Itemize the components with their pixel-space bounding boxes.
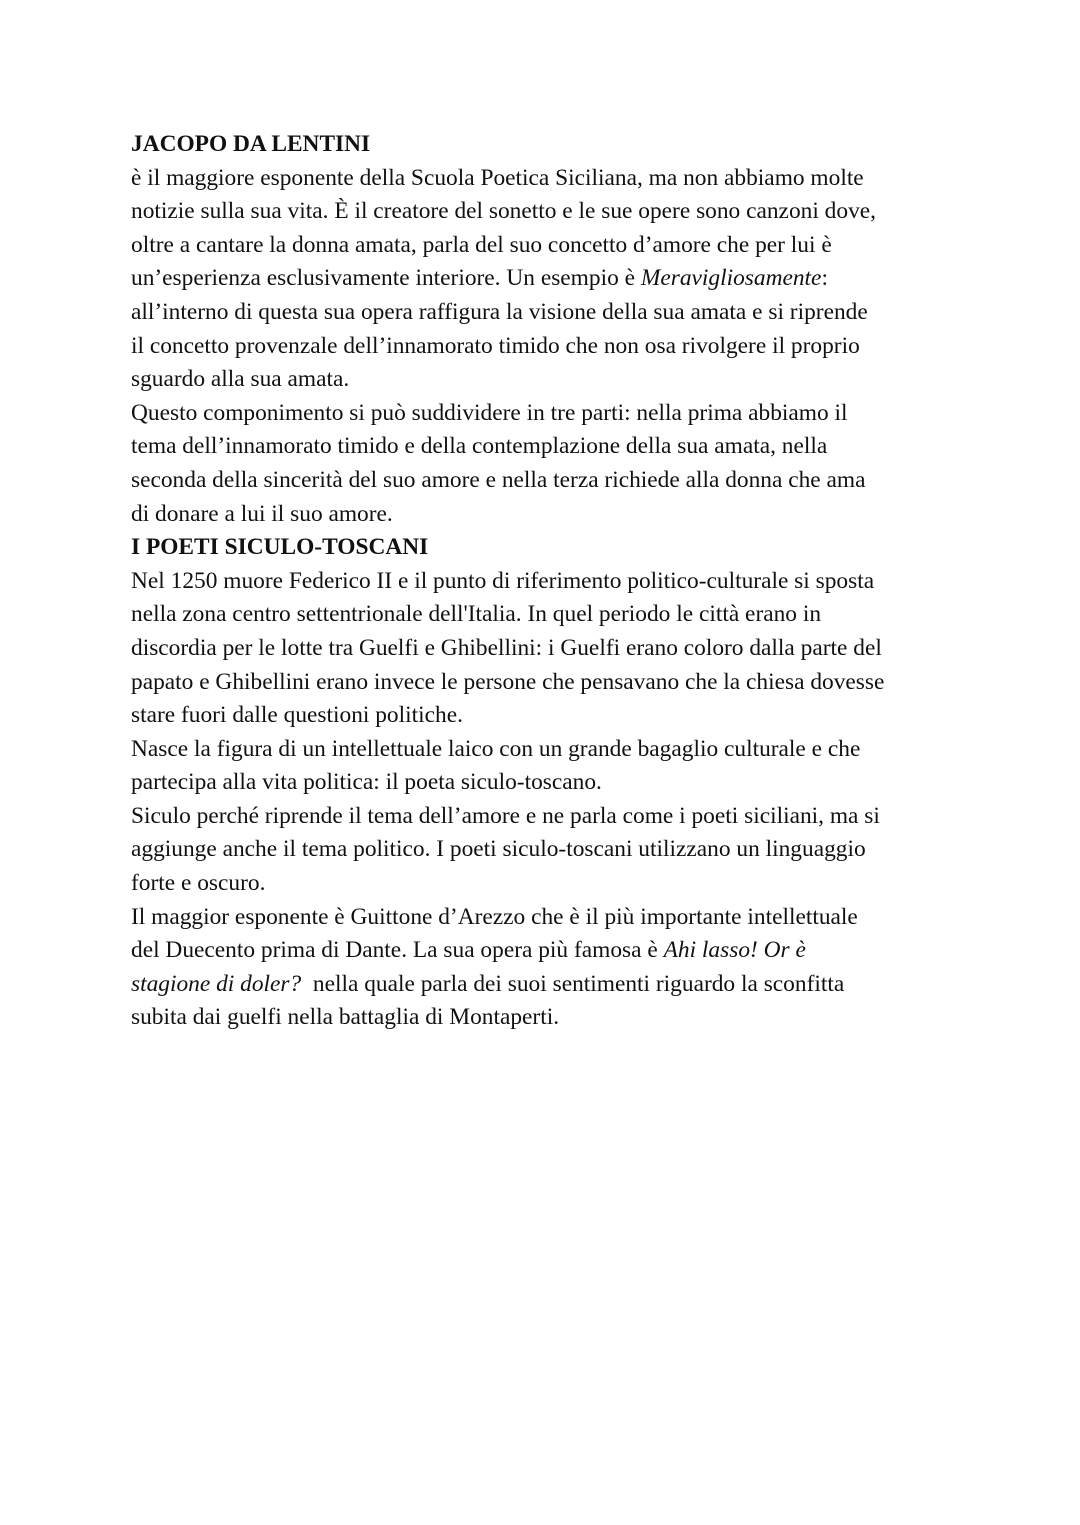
work-title-meravigliosamente: Meravigliosamente bbox=[640, 265, 822, 292]
text-run: nella quale parla dei suoi sentimenti riguardo la sconfitta bbox=[301, 970, 845, 997]
section-title-jacopo: JACOPO DA LENTINI bbox=[131, 131, 371, 157]
text-run: del Duecento prima di Dante. La sua opera più famosa è bbox=[131, 937, 664, 964]
text-line: papato e Ghibellini erano invece le persone che pensavano che la chiesa dovesse bbox=[131, 668, 885, 695]
text-line bbox=[131, 262, 961, 296]
paragraph-intellectual-figure bbox=[131, 733, 961, 800]
text-line: discordia per le lotte tra Guelfi e Ghibellini: i Guelfi erano coloro dalla parte del bbox=[131, 634, 882, 661]
text-line: oltre a cantare la donna amata, parla del suo concetto d’amore che per lui è bbox=[131, 231, 832, 258]
text-line: aggiunge anche il tema politico. I poeti siculo-toscani utilizzano un linguaggio bbox=[131, 836, 866, 863]
paragraph-jacopo-intro bbox=[131, 162, 961, 397]
text-line: il concetto provenzale dell’innamorato timido che non osa rivolgere il proprio bbox=[131, 332, 860, 359]
paragraph-guittone bbox=[131, 901, 961, 1035]
text-line: nella zona centro settentrionale dell'Italia. In quel periodo le città erano in bbox=[131, 601, 822, 628]
text-line bbox=[131, 934, 961, 968]
work-title-ahi-lasso-cont: stagione di doler? bbox=[131, 970, 302, 997]
document-page bbox=[131, 128, 961, 1035]
paragraph-jacopo-structure bbox=[131, 397, 961, 531]
text-line: stare fuori dalle questioni politiche. bbox=[131, 702, 463, 729]
text-run: un’esperienza esclusivamente interiore. Un esempio è bbox=[131, 265, 641, 292]
text-line: sguardo alla sua amata. bbox=[131, 366, 350, 393]
text-run: : bbox=[821, 265, 828, 292]
text-line: all’interno di questa sua opera raffigura la visione della sua amata e si riprende bbox=[131, 298, 868, 325]
text-line: Nasce la figura di un intellettuale laico con un grande bagaglio culturale e che bbox=[131, 735, 861, 762]
text-line: è il maggiore esponente della Scuola Poetica Siciliana, ma non abbiamo molte bbox=[131, 164, 864, 191]
section-title-siculo-toscani: I POETI SICULO-TOSCANI bbox=[131, 534, 429, 561]
text-line: tema dell’innamorato timido e della contemplazione della sua amata, nella bbox=[131, 433, 828, 460]
work-title-ahi-lasso: Ahi lasso! Or è bbox=[663, 937, 806, 964]
text-line: di donare a lui il suo amore. bbox=[131, 500, 393, 527]
text-line: Questo componimento si può suddividere in tre parti: nella prima abbiamo il bbox=[131, 399, 848, 426]
text-line bbox=[131, 968, 961, 1002]
paragraph-siculo-definition bbox=[131, 800, 961, 901]
text-line: partecipa alla vita politica: il poeta siculo-toscano. bbox=[131, 769, 602, 796]
text-line: Siculo perché riprende il tema dell’amore e ne parla come i poeti siciliani, ma si bbox=[131, 802, 880, 829]
text-line: forte e oscuro. bbox=[131, 870, 266, 897]
text-line: notizie sulla sua vita. È il creatore del sonetto e le sue opere sono canzoni dove, bbox=[131, 198, 876, 225]
text-line: Il maggior esponente è Guittone d’Arezzo che è il più importante intellettuale bbox=[131, 903, 858, 930]
paragraph-historical-context bbox=[131, 565, 961, 733]
text-line: seconda della sincerità del suo amore e nella terza richiede alla donna che ama bbox=[131, 466, 866, 493]
text-line: subita dai guelfi nella battaglia di Montaperti. bbox=[131, 1004, 560, 1031]
text-line: Nel 1250 muore Federico II e il punto di riferimento politico-culturale si sposta bbox=[131, 567, 875, 594]
